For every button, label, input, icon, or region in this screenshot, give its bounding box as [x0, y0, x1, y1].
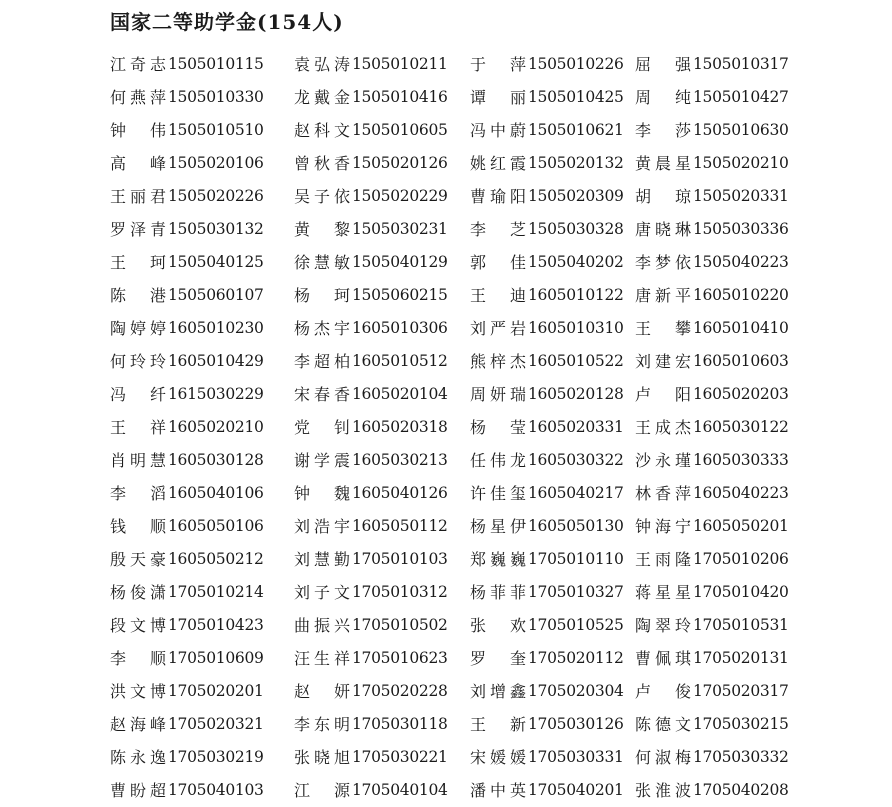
- recipient-entry: [470, 477, 635, 510]
- student-id: 1705040201: [528, 781, 624, 799]
- recipient-name: 郭 佳: [470, 253, 526, 272]
- recipient-name: 卢 阳: [635, 385, 691, 404]
- recipient-entry: [110, 345, 294, 378]
- recipient-entry: [470, 642, 635, 675]
- recipient-name: 郑巍巍: [470, 550, 526, 569]
- recipient-name: 王 攀: [635, 319, 691, 338]
- recipient-entry: [470, 741, 635, 774]
- recipient-entry: [294, 708, 470, 741]
- recipient-name: 黄 黎: [294, 220, 350, 239]
- recipient-name: 谭 丽: [470, 88, 526, 107]
- recipient-name: 蒋星星: [635, 583, 691, 602]
- recipient-name: 曹佩琪: [635, 649, 691, 668]
- recipient-name: 曹瑜阳: [470, 187, 526, 206]
- recipient-name: 刘建宏: [635, 352, 691, 371]
- recipient-entry: [635, 180, 810, 213]
- recipient-entry: [110, 147, 294, 180]
- student-id: 1705030219: [168, 748, 264, 766]
- student-id: 1605040217: [528, 484, 624, 502]
- recipient-entry: [635, 213, 810, 246]
- student-id: 1705010623: [352, 649, 448, 667]
- student-id: 1705040104: [352, 781, 448, 799]
- recipient-name: 谢学震: [294, 451, 350, 470]
- recipient-entry: [470, 345, 635, 378]
- recipient-entry: [470, 312, 635, 345]
- recipient-name: 王 珂: [110, 253, 166, 272]
- recipient-entry: [470, 213, 635, 246]
- student-id: 1505010330: [168, 88, 264, 106]
- recipient-name: 唐晓琳: [635, 220, 691, 239]
- student-id: 1705010110: [528, 550, 624, 568]
- student-id: 1505010211: [352, 55, 448, 73]
- student-id: 1605030213: [352, 451, 448, 469]
- recipient-name: 林香萍: [635, 484, 691, 503]
- recipient-name: 何玲玲: [110, 352, 166, 371]
- recipient-entry: [294, 345, 470, 378]
- student-id: 1505010510: [168, 121, 264, 139]
- student-id: 1505020106: [168, 154, 264, 172]
- recipient-name: 刘慧勤: [294, 550, 350, 569]
- student-id: 1605040106: [168, 484, 264, 502]
- student-id: 1505040223: [693, 253, 789, 271]
- student-id: 1705030215: [693, 715, 789, 733]
- recipient-entry: [470, 609, 635, 642]
- student-id: 1505020229: [352, 187, 448, 205]
- recipient-name: 曹盼超: [110, 781, 166, 800]
- student-id: 1705040208: [693, 781, 789, 799]
- recipient-entry: [294, 543, 470, 576]
- student-id: 1505030328: [528, 220, 624, 238]
- student-id: 1505060215: [352, 286, 448, 304]
- recipient-entry: [635, 510, 810, 543]
- recipient-entry: [110, 543, 294, 576]
- student-id: 1505020210: [693, 154, 789, 172]
- student-id: 1505040129: [352, 253, 448, 271]
- recipient-name: 钱 顺: [110, 517, 166, 536]
- recipient-entry: [470, 246, 635, 279]
- student-id: 1705010103: [352, 550, 448, 568]
- recipient-name: 张 欢: [470, 616, 526, 635]
- recipient-name: 刘严岩: [470, 319, 526, 338]
- recipient-name: 殷天豪: [110, 550, 166, 569]
- recipient-name: 党 钊: [294, 418, 350, 437]
- recipient-entry: [635, 246, 810, 279]
- recipient-entry: [635, 741, 810, 774]
- recipient-name: 杨杰宇: [294, 319, 350, 338]
- recipient-name: 钟海宁: [635, 517, 691, 536]
- recipient-entry: [294, 114, 470, 147]
- student-id: 1705010525: [528, 616, 624, 634]
- recipient-name: 唐新平: [635, 286, 691, 305]
- student-id: 1605020128: [528, 385, 624, 403]
- recipient-entry: [635, 576, 810, 609]
- recipient-name: 陶翠玲: [635, 616, 691, 635]
- student-id: 1605010122: [528, 286, 624, 304]
- recipient-name: 高 峰: [110, 154, 166, 173]
- recipient-grid: [110, 48, 810, 807]
- student-id: 1505060107: [168, 286, 264, 304]
- student-id: 1705030331: [528, 748, 624, 766]
- student-id: 1705020317: [693, 682, 789, 700]
- student-id: 1605010603: [693, 352, 789, 370]
- recipient-name: 汪生祥: [294, 649, 350, 668]
- recipient-name: 陈 港: [110, 286, 166, 305]
- student-id: 1605020318: [352, 418, 448, 436]
- student-id: 1605020210: [168, 418, 264, 436]
- recipient-name: 周 纯: [635, 88, 691, 107]
- recipient-name: 赵 妍: [294, 682, 350, 701]
- student-id: 1705030221: [352, 748, 448, 766]
- recipient-entry: [470, 576, 635, 609]
- student-id: 1605010306: [352, 319, 448, 337]
- recipient-entry: [110, 477, 294, 510]
- recipient-entry: [294, 312, 470, 345]
- recipient-entry: [635, 675, 810, 708]
- recipient-entry: [470, 378, 635, 411]
- student-id: 1605030122: [693, 418, 789, 436]
- recipient-entry: [470, 444, 635, 477]
- recipient-entry: [635, 378, 810, 411]
- recipient-name: 冯中蔚: [470, 121, 526, 140]
- student-id: 1615030229: [168, 385, 264, 403]
- student-id: 1605050106: [168, 517, 264, 535]
- recipient-name: 胡 琼: [635, 187, 691, 206]
- recipient-name: 袁弘涛: [294, 55, 350, 74]
- student-id: 1705020321: [168, 715, 264, 733]
- recipient-name: 王 祥: [110, 418, 166, 437]
- recipient-name: 何燕萍: [110, 88, 166, 107]
- recipient-name: 王 迪: [470, 286, 526, 305]
- student-id: 1505010317: [693, 55, 789, 73]
- recipient-name: 沙永瑾: [635, 451, 691, 470]
- recipient-entry: [635, 279, 810, 312]
- recipient-entry: [635, 774, 810, 807]
- recipient-name: 李 滔: [110, 484, 166, 503]
- recipient-name: 熊梓杰: [470, 352, 526, 371]
- recipient-entry: [110, 114, 294, 147]
- student-id: 1705020304: [528, 682, 624, 700]
- student-id: 1605010429: [168, 352, 264, 370]
- recipient-name: 江奇志: [110, 55, 166, 74]
- recipient-entry: [294, 213, 470, 246]
- student-id: 1705010420: [693, 583, 789, 601]
- recipient-name: 杨 莹: [470, 418, 526, 437]
- student-id: 1605050112: [352, 517, 448, 535]
- recipient-name: 于 萍: [470, 55, 526, 74]
- recipient-entry: [635, 81, 810, 114]
- student-id: 1605010522: [528, 352, 624, 370]
- recipient-entry: [294, 81, 470, 114]
- recipient-entry: [294, 147, 470, 180]
- recipient-name: 许佳玺: [470, 484, 526, 503]
- recipient-entry: [294, 510, 470, 543]
- recipient-name: 罗 奎: [470, 649, 526, 668]
- recipient-name: 王丽君: [110, 187, 166, 206]
- student-id: 1505010621: [528, 121, 624, 139]
- recipient-entry: [110, 48, 294, 81]
- recipient-entry: [294, 675, 470, 708]
- recipient-entry: [110, 576, 294, 609]
- recipient-entry: [110, 510, 294, 543]
- student-id: 1705020112: [528, 649, 624, 667]
- page-title: 国家二等助学金(154人): [110, 10, 344, 34]
- recipient-name: 潘中英: [470, 781, 526, 800]
- recipient-entry: [110, 180, 294, 213]
- recipient-entry: [470, 81, 635, 114]
- recipient-entry: [110, 708, 294, 741]
- student-id: 1705010423: [168, 616, 264, 634]
- student-id: 1605050130: [528, 517, 624, 535]
- recipient-entry: [470, 147, 635, 180]
- student-id: 1505010427: [693, 88, 789, 106]
- student-id: 1505010605: [352, 121, 448, 139]
- recipient-name: 李 芝: [470, 220, 526, 239]
- student-id: 1705010206: [693, 550, 789, 568]
- recipient-name: 刘子文: [294, 583, 350, 602]
- recipient-name: 徐慧敏: [294, 253, 350, 272]
- recipient-entry: [294, 642, 470, 675]
- recipient-name: 李 莎: [635, 121, 691, 140]
- student-id: 1605040223: [693, 484, 789, 502]
- recipient-entry: [110, 411, 294, 444]
- student-id: 1605030322: [528, 451, 624, 469]
- recipient-name: 王雨隆: [635, 550, 691, 569]
- recipient-entry: [470, 774, 635, 807]
- recipient-entry: [635, 444, 810, 477]
- student-id: 1705030126: [528, 715, 624, 733]
- student-id: 1505030132: [168, 220, 264, 238]
- student-id: 1605010512: [352, 352, 448, 370]
- recipient-entry: [110, 378, 294, 411]
- recipient-name: 宋春香: [294, 385, 350, 404]
- student-id: 1605050212: [168, 550, 264, 568]
- student-id: 1505030336: [693, 220, 789, 238]
- recipient-entry: [635, 48, 810, 81]
- recipient-name: 李梦依: [635, 253, 691, 272]
- recipient-entry: [635, 708, 810, 741]
- recipient-name: 周妍瑞: [470, 385, 526, 404]
- student-id: 1705030332: [693, 748, 789, 766]
- student-id: 1705020228: [352, 682, 448, 700]
- student-id: 1705020131: [693, 649, 789, 667]
- student-id: 1605040126: [352, 484, 448, 502]
- recipient-name: 陶婷婷: [110, 319, 166, 338]
- recipient-name: 钟 魏: [294, 484, 350, 503]
- student-id: 1705020201: [168, 682, 264, 700]
- recipient-entry: [635, 345, 810, 378]
- student-id: 1505010115: [168, 55, 264, 73]
- recipient-name: 任伟龙: [470, 451, 526, 470]
- recipient-name: 杨菲菲: [470, 583, 526, 602]
- recipient-name: 黄晨星: [635, 154, 691, 173]
- recipient-entry: [635, 114, 810, 147]
- student-id: 1705010609: [168, 649, 264, 667]
- student-id: 1505040125: [168, 253, 264, 271]
- recipient-name: 钟 伟: [110, 121, 166, 140]
- recipient-entry: [294, 576, 470, 609]
- recipient-entry: [110, 642, 294, 675]
- recipient-entry: [110, 741, 294, 774]
- recipient-entry: [470, 279, 635, 312]
- student-id: 1505020132: [528, 154, 624, 172]
- recipient-entry: [470, 48, 635, 81]
- recipient-name: 曲振兴: [294, 616, 350, 635]
- recipient-name: 杨 珂: [294, 286, 350, 305]
- recipient-entry: [294, 411, 470, 444]
- recipient-entry: [294, 774, 470, 807]
- recipient-entry: [110, 246, 294, 279]
- recipient-name: 张晓旭: [294, 748, 350, 767]
- student-id: 1505020226: [168, 187, 264, 205]
- student-id: 1605010310: [528, 319, 624, 337]
- recipient-name: 肖明慧: [110, 451, 166, 470]
- student-id: 1505020331: [693, 187, 789, 205]
- recipient-entry: [110, 312, 294, 345]
- student-id: 1605010410: [693, 319, 789, 337]
- student-id: 1505010226: [528, 55, 624, 73]
- recipient-entry: [294, 279, 470, 312]
- recipient-entry: [470, 708, 635, 741]
- recipient-entry: [294, 378, 470, 411]
- student-id: 1705010327: [528, 583, 624, 601]
- recipient-name: 杨俊潇: [110, 583, 166, 602]
- recipient-name: 江 源: [294, 781, 350, 800]
- recipient-name: 段文博: [110, 616, 166, 635]
- recipient-entry: [635, 312, 810, 345]
- recipient-entry: [470, 510, 635, 543]
- recipient-entry: [294, 180, 470, 213]
- recipient-name: 张淮波: [635, 781, 691, 800]
- recipient-name: 何淑梅: [635, 748, 691, 767]
- recipient-entry: [470, 675, 635, 708]
- student-id: 1605050201: [693, 517, 789, 535]
- student-id: 1605030333: [693, 451, 789, 469]
- recipient-entry: [635, 477, 810, 510]
- recipient-name: 洪文博: [110, 682, 166, 701]
- recipient-entry: [294, 246, 470, 279]
- recipient-name: 宋媛媛: [470, 748, 526, 767]
- recipient-name: 李超柏: [294, 352, 350, 371]
- recipient-name: 陈德文: [635, 715, 691, 734]
- student-id: 1705010312: [352, 583, 448, 601]
- recipient-name: 陈永逸: [110, 748, 166, 767]
- recipient-entry: [470, 543, 635, 576]
- student-id: 1705010502: [352, 616, 448, 634]
- student-id: 1505020126: [352, 154, 448, 172]
- recipient-name: 李 顺: [110, 649, 166, 668]
- recipient-entry: [470, 180, 635, 213]
- recipient-name: 杨星伊: [470, 517, 526, 536]
- recipient-name: 刘浩宇: [294, 517, 350, 536]
- student-id: 1605010230: [168, 319, 264, 337]
- recipient-name: 屈 强: [635, 55, 691, 74]
- recipient-entry: [110, 279, 294, 312]
- recipient-entry: [110, 81, 294, 114]
- recipient-entry: [294, 609, 470, 642]
- student-id: 1505010425: [528, 88, 624, 106]
- recipient-entry: [294, 48, 470, 81]
- recipient-entry: [110, 774, 294, 807]
- recipient-name: 吴子依: [294, 187, 350, 206]
- student-id: 1505040202: [528, 253, 624, 271]
- student-id: 1505010630: [693, 121, 789, 139]
- recipient-name: 冯 纤: [110, 385, 166, 404]
- student-id: 1505010416: [352, 88, 448, 106]
- student-id: 1605030128: [168, 451, 264, 469]
- student-id: 1705010214: [168, 583, 264, 601]
- recipient-name: 李东明: [294, 715, 350, 734]
- student-id: 1505020309: [528, 187, 624, 205]
- recipient-name: 王成杰: [635, 418, 691, 437]
- student-id: 1705030118: [352, 715, 448, 733]
- student-id: 1705010531: [693, 616, 789, 634]
- recipient-entry: [110, 444, 294, 477]
- student-id: 1605020203: [693, 385, 789, 403]
- recipient-name: 姚红霞: [470, 154, 526, 173]
- recipient-entry: [470, 411, 635, 444]
- recipient-entry: [635, 147, 810, 180]
- recipient-entry: [110, 675, 294, 708]
- recipient-name: 赵科文: [294, 121, 350, 140]
- recipient-name: 罗泽青: [110, 220, 166, 239]
- recipient-name: 刘增鑫: [470, 682, 526, 701]
- recipient-name: 曾秋香: [294, 154, 350, 173]
- student-id: 1705040103: [168, 781, 264, 799]
- student-id: 1605010220: [693, 286, 789, 304]
- recipient-entry: [294, 444, 470, 477]
- recipient-name: 赵海峰: [110, 715, 166, 734]
- student-id: 1505030231: [352, 220, 448, 238]
- recipient-name: 王 新: [470, 715, 526, 734]
- recipient-entry: [635, 411, 810, 444]
- recipient-entry: [110, 213, 294, 246]
- recipient-entry: [294, 477, 470, 510]
- recipient-entry: [110, 609, 294, 642]
- recipient-entry: [635, 543, 810, 576]
- student-id: 1605020331: [528, 418, 624, 436]
- recipient-entry: [294, 741, 470, 774]
- recipient-entry: [635, 609, 810, 642]
- student-id: 1605020104: [352, 385, 448, 403]
- recipient-name: 龙戴金: [294, 88, 350, 107]
- recipient-entry: [635, 642, 810, 675]
- recipient-name: 卢 俊: [635, 682, 691, 701]
- recipient-entry: [470, 114, 635, 147]
